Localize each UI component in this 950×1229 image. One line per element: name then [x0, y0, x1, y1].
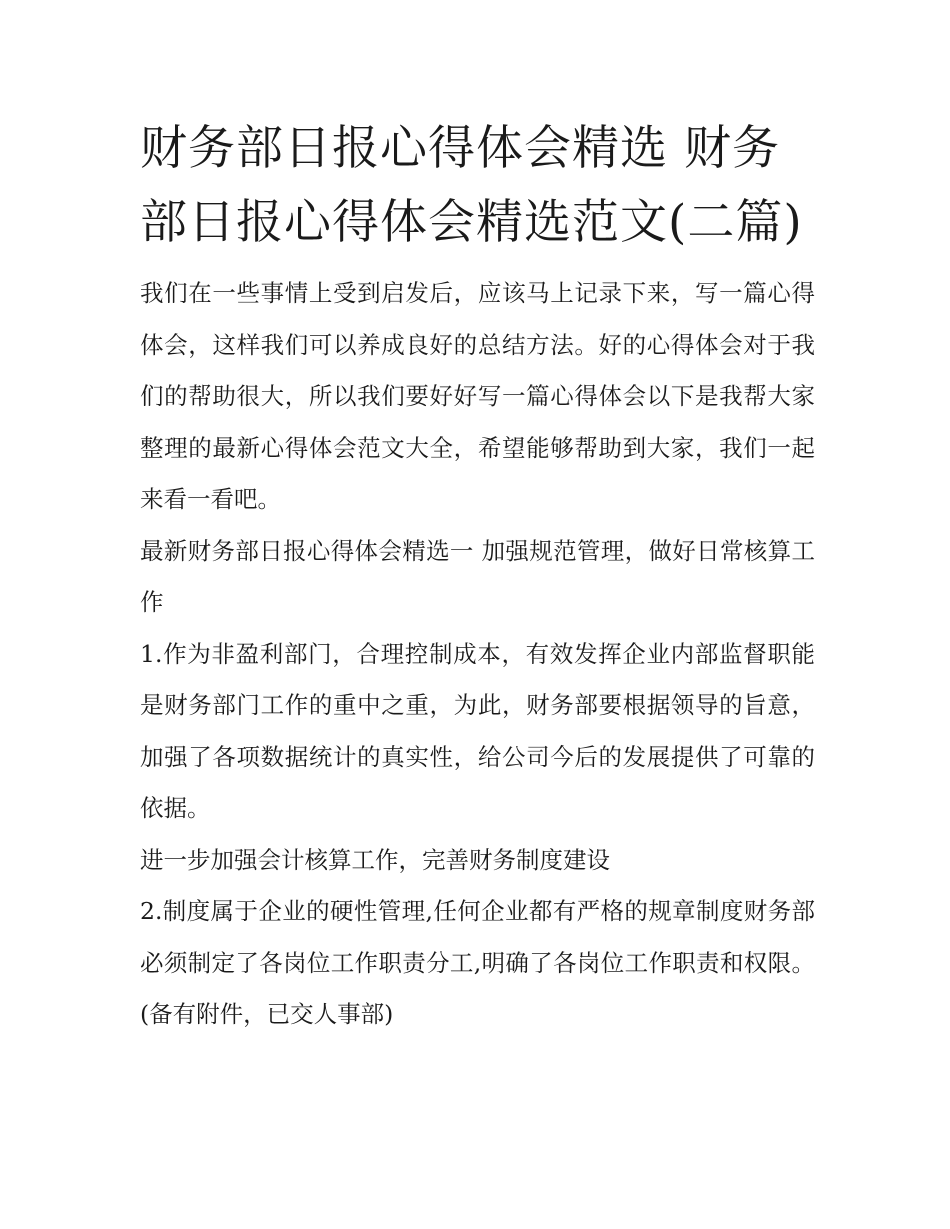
intro-paragraph: 我们在一些事情上受到启发后，应该马上记录下来，写一篇心得体会，这样我们可以养成良好的总结方法。好的心得体会对于我们的帮助很大，所以我们要好好写一篇心得体会以下是我帮大家整理的最新心得体会范文大全，希望能够帮助到大家，我们一起来看一看吧。: [140, 279, 815, 513]
item-paragraph-1: 1.作为非盈利部门，合理控制成本，有效发挥企业内部监督职能是财务部门工作的重中之重，为此，财务部要根据领导的旨意，加强了各项数据统计的真实性，给公司今后的发展提供了可靠的依据。: [140, 639, 815, 822]
section-heading-2: 进一步加强会计核算工作，完善财务制度建设: [140, 845, 610, 874]
document-title: 财务部日报心得体会精选 财务部日报心得体会精选范文(二篇): [140, 121, 803, 250]
section-heading-1: 最新财务部日报心得体会精选一 加强规范管理，做好日常核算工作: [140, 536, 815, 616]
document-page: [140, 112, 815, 1041]
item-paragraph-2: 2.制度属于企业的硬性管理,任何企业都有严格的规章制度财务部必须制定了各岗位工作职责分工,明确了各岗位工作职责和权限。(备有附件，已交人事部): [140, 897, 815, 1028]
